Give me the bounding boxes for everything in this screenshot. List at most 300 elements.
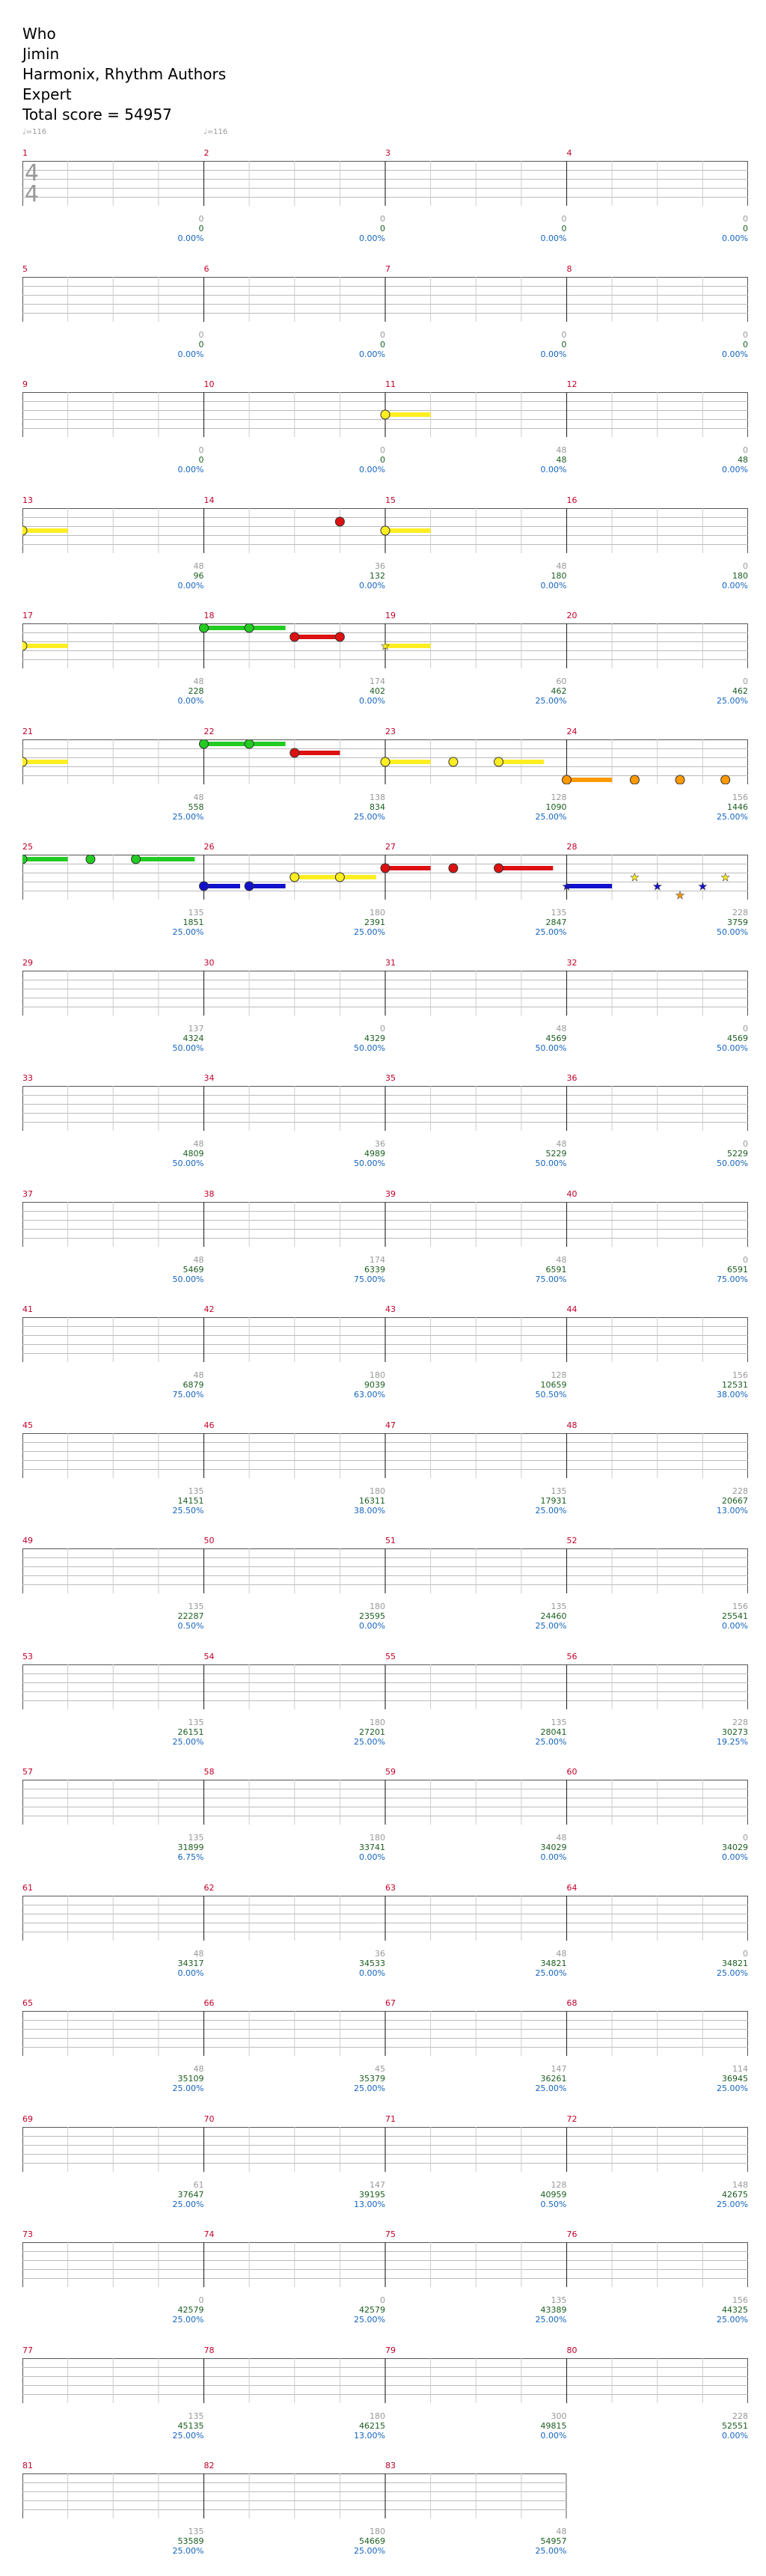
measure-note-score: 300 (551, 2411, 567, 2421)
running-score: 22287 (177, 1611, 204, 1621)
measure-note-score: 48 (193, 561, 204, 571)
measure-note-score: 174 (370, 677, 385, 686)
measure-note-score: 180 (370, 1833, 385, 1843)
overdrive-percent: 50.00% (172, 1043, 204, 1053)
measure-number: 14 (203, 495, 215, 505)
measure-number: 67 (385, 1998, 396, 2008)
overdrive-percent: 25.00% (172, 2546, 204, 2556)
measure-number: 61 (22, 1882, 33, 1893)
overdrive-percent: 25.00% (354, 2546, 385, 2556)
running-score: 49815 (540, 2420, 567, 2431)
running-score: 834 (370, 802, 385, 812)
overdrive-percent: 25.00% (172, 2199, 204, 2209)
measure-note-score: 0 (380, 1023, 385, 1034)
sustain-tail (22, 644, 68, 648)
measure-note-score: 0 (198, 329, 204, 340)
note-highway (22, 1548, 748, 1593)
overdrive-percent: 0.00% (722, 580, 748, 590)
sustain-tail (385, 412, 431, 417)
measure-note-score: 156 (732, 1370, 748, 1380)
running-score: 54957 (540, 2536, 567, 2546)
star-note: ★ (630, 872, 640, 884)
measure-note-score: 48 (193, 677, 204, 686)
overdrive-percent: 0.00% (359, 1621, 385, 1631)
chart-row (0, 1883, 766, 1998)
running-score: 34533 (359, 1958, 385, 1968)
overdrive-percent: 0.00% (359, 580, 385, 590)
running-score: 34821 (722, 1958, 748, 1968)
overdrive-percent: 63.00% (354, 1390, 385, 1400)
overdrive-percent: 38.00% (354, 1505, 385, 1516)
measure-note-score: 147 (370, 2179, 385, 2190)
gem-note (494, 864, 503, 873)
gem-note (381, 864, 390, 873)
measure-number: 38 (203, 1188, 215, 1199)
total-score: Total score = 54957 (22, 106, 172, 123)
running-score: 2391 (364, 918, 385, 927)
measure-note-score: 228 (732, 908, 748, 918)
measure-number: 34 (203, 1073, 215, 1083)
measure-note-score: 0 (561, 214, 567, 224)
measure-number: 48 (566, 1420, 577, 1430)
measure-note-score: 0 (380, 214, 385, 224)
gem-note (132, 855, 141, 864)
overdrive-percent: 0.00% (359, 465, 385, 474)
overdrive-percent: 25.00% (354, 2084, 385, 2093)
measure-note-score: 147 (551, 2064, 567, 2074)
note-highway (22, 277, 748, 322)
chart-row (0, 2345, 766, 2461)
running-score: 23595 (359, 1611, 385, 1621)
measure-number: 37 (22, 1188, 33, 1199)
chart-row (0, 148, 766, 263)
overdrive-percent: 0.00% (359, 696, 385, 706)
measure-number: 47 (385, 1420, 396, 1430)
time-signature (25, 160, 40, 207)
note-highway (22, 1664, 748, 1709)
measure-note-score: 128 (551, 2179, 567, 2190)
measure-note-score: 36 (375, 1139, 385, 1149)
note-highway (22, 1433, 748, 1478)
overdrive-percent: 19.25% (717, 1736, 748, 1747)
gem-note (335, 517, 344, 526)
running-score: 3759 (727, 918, 748, 927)
measure-note-score: 0 (743, 1948, 748, 1959)
sustain-tail (204, 742, 250, 746)
measure-number: 50 (203, 1536, 215, 1545)
running-score: 0 (198, 339, 204, 350)
running-score: 16311 (359, 1495, 385, 1506)
running-score: 42579 (177, 2305, 204, 2315)
running-score: 462 (732, 686, 748, 696)
running-score: 39195 (359, 2189, 385, 2200)
measure-number: 7 (385, 263, 390, 274)
sustain-tail (499, 866, 554, 870)
measure-number: 43 (385, 1304, 396, 1314)
sustain-tail (499, 760, 545, 764)
measure-note-score: 0 (380, 329, 385, 340)
measure-number: 4 (566, 148, 572, 158)
measure-note-score: 0 (743, 329, 748, 340)
running-score: 12531 (722, 1380, 748, 1390)
overdrive-percent: 6.75% (177, 1852, 204, 1862)
sustain-tail (204, 884, 241, 888)
running-score: 4569 (727, 1033, 748, 1043)
measure-number: 30 (203, 957, 215, 968)
measure-note-score: 0 (561, 329, 567, 340)
measure-number: 22 (203, 726, 215, 736)
running-score: 0 (743, 339, 748, 350)
overdrive-percent: 0.00% (177, 1968, 204, 1978)
measure-number: 24 (566, 726, 577, 736)
overdrive-percent: 0.00% (177, 349, 204, 359)
overdrive-percent: 50.00% (354, 1159, 385, 1168)
star-note: ★ (698, 881, 708, 893)
running-score: 25541 (722, 1611, 748, 1621)
running-score: 6591 (727, 1264, 748, 1275)
running-score: 43389 (540, 2305, 567, 2315)
measure-note-score: 48 (193, 792, 204, 802)
measure-number: 3 (385, 148, 390, 158)
sustain-tail (136, 857, 195, 861)
measure-note-score: 148 (732, 2179, 748, 2190)
measure-note-score: 0 (198, 2295, 204, 2305)
chart-row (0, 1536, 766, 1651)
measure-number: 73 (22, 2229, 33, 2239)
note-highway (22, 739, 748, 784)
measure-number: 16 (566, 495, 577, 505)
sustain-tail (22, 760, 68, 764)
measure-note-score: 137 (188, 1023, 204, 1034)
sustain-tail (295, 751, 340, 755)
running-score: 96 (193, 570, 204, 581)
gem-note (245, 882, 254, 891)
measure-note-score: 48 (556, 2527, 567, 2536)
running-score: 35109 (177, 2074, 204, 2084)
song-artist: Jimin (22, 45, 60, 63)
running-score: 33741 (359, 1843, 385, 1852)
sustain-tail (22, 528, 68, 533)
running-score: 42579 (359, 2305, 385, 2315)
measure-number: 53 (22, 1651, 33, 1661)
gem-note (721, 775, 730, 784)
measure-number: 80 (566, 2345, 577, 2355)
sustain-tail (295, 635, 340, 639)
time-signature-top: 4 (25, 160, 40, 186)
measure-note-score: 48 (193, 1254, 204, 1265)
overdrive-percent: 50.00% (717, 1159, 748, 1168)
sustain-tail (385, 528, 431, 533)
measure-number: 64 (566, 1882, 577, 1893)
note-highway (22, 161, 748, 206)
star-note: ★ (380, 641, 390, 653)
running-score: 4989 (364, 1149, 385, 1159)
note-highway (22, 508, 748, 553)
measure-note-score: 135 (551, 1602, 567, 1611)
overdrive-percent: 13.00% (354, 2430, 385, 2441)
gem-note (381, 410, 390, 419)
measure-number: 6 (203, 263, 209, 274)
measure-number: 71 (385, 2113, 396, 2124)
overdrive-percent: 25.00% (172, 1736, 204, 1747)
chart-row (0, 842, 766, 957)
measure-note-score: 156 (732, 792, 748, 802)
measure-number: 19 (385, 611, 396, 620)
running-score: 34029 (722, 1843, 748, 1852)
note-highway (22, 1202, 748, 1247)
measure-note-score: 180 (370, 1486, 385, 1496)
note-highway (22, 2242, 748, 2287)
running-score: 180 (732, 570, 748, 581)
measure-note-score: 135 (551, 908, 567, 918)
gem-note (563, 775, 572, 784)
note-highway (22, 1780, 748, 1825)
measure-note-score: 48 (556, 1254, 567, 1265)
measure-number: 1 (22, 148, 28, 158)
overdrive-percent: 0.00% (359, 1852, 385, 1862)
overdrive-percent: 25.00% (535, 1968, 567, 1978)
chart-row (0, 958, 766, 1073)
running-score: 52551 (722, 2420, 748, 2431)
gem-note (335, 632, 344, 641)
measure-note-score: 48 (556, 445, 567, 455)
running-score: 20667 (722, 1495, 748, 1506)
note-highway (22, 1086, 748, 1131)
measure-number: 11 (385, 379, 396, 389)
measure-number: 79 (385, 2345, 396, 2355)
measure-number: 15 (385, 495, 396, 505)
running-score: 37647 (177, 2189, 204, 2200)
measure-number: 75 (385, 2229, 396, 2239)
measure-note-score: 0 (198, 214, 204, 224)
measure-number: 74 (203, 2229, 215, 2239)
overdrive-percent: 25.00% (172, 811, 204, 822)
running-score: 1090 (545, 802, 567, 812)
overdrive-percent: 0.50% (540, 2199, 567, 2209)
running-score: 0 (561, 339, 567, 350)
measure-number: 5 (22, 263, 28, 274)
measure-note-score: 180 (370, 1717, 385, 1727)
measure-number: 39 (385, 1188, 396, 1199)
measure-note-score: 135 (551, 1486, 567, 1496)
chart-row (0, 379, 766, 495)
measure-note-score: 0 (380, 445, 385, 455)
overdrive-percent: 13.00% (354, 2199, 385, 2209)
song-charters: Harmonix, Rhythm Authors (22, 65, 227, 83)
running-score: 5229 (727, 1149, 748, 1159)
measure-number: 66 (203, 1998, 215, 2008)
running-score: 26151 (177, 1727, 204, 1737)
overdrive-percent: 0.50% (177, 1621, 204, 1631)
overdrive-percent: 25.00% (172, 2430, 204, 2441)
chart-row (0, 611, 766, 726)
measure-note-score: 174 (370, 1254, 385, 1265)
note-highway (22, 392, 748, 437)
measure-number: 44 (566, 1304, 577, 1314)
measure-number: 2 (203, 148, 209, 158)
running-score: 462 (551, 686, 567, 696)
measure-note-score: 135 (188, 1833, 204, 1843)
running-score: 6339 (364, 1264, 385, 1275)
overdrive-percent: 50.00% (535, 1043, 567, 1053)
sustain-tail (385, 760, 431, 764)
running-score: 44325 (722, 2305, 748, 2315)
note-highway (22, 2127, 748, 2172)
overdrive-percent: 13.00% (717, 1505, 748, 1516)
sustain-tail (204, 626, 250, 630)
measure-number: 77 (22, 2345, 33, 2355)
running-score: 228 (188, 686, 204, 696)
measure-number: 63 (385, 1882, 396, 1893)
overdrive-percent: 50.00% (354, 1043, 385, 1053)
overdrive-percent: 25.00% (535, 2084, 567, 2093)
running-score: 5229 (545, 1149, 567, 1159)
sustain-tail (249, 884, 286, 888)
running-score: 0 (380, 455, 385, 465)
overdrive-percent: 25.00% (535, 696, 567, 706)
measure-number: 10 (203, 379, 215, 389)
measure-number: 40 (566, 1188, 577, 1199)
measure-note-score: 0 (743, 677, 748, 686)
measure-number: 52 (566, 1536, 577, 1545)
overdrive-percent: 25.00% (172, 2084, 204, 2093)
gem-note (494, 757, 503, 766)
overdrive-percent: 25.00% (717, 811, 748, 822)
overdrive-percent: 0.00% (177, 696, 204, 706)
measure-number: 18 (203, 611, 215, 620)
running-score: 48 (738, 455, 748, 465)
chart-row (0, 727, 766, 842)
overdrive-percent: 0.00% (359, 1968, 385, 1978)
measure-number: 17 (22, 611, 33, 620)
running-score: 4329 (364, 1033, 385, 1043)
running-score: 6879 (183, 1380, 204, 1390)
measure-note-score: 180 (370, 1602, 385, 1611)
note-highway (22, 623, 748, 668)
running-score: 54669 (359, 2536, 385, 2546)
overdrive-percent: 25.00% (535, 811, 567, 822)
measure-number: 33 (22, 1073, 33, 1083)
measure-number: 21 (22, 726, 33, 736)
overdrive-percent: 38.00% (717, 1390, 748, 1400)
measure-number: 59 (385, 1767, 396, 1777)
running-score: 10659 (540, 1380, 567, 1390)
running-score: 17931 (540, 1495, 567, 1506)
measure-number: 42 (203, 1304, 215, 1314)
note-highway (22, 971, 748, 1016)
sustain-tail (340, 875, 376, 879)
measure-number: 55 (385, 1651, 396, 1661)
overdrive-percent: 75.00% (717, 1274, 748, 1284)
gem-note (449, 757, 458, 766)
gem-note (200, 882, 209, 891)
sustain-tail (22, 857, 68, 861)
gem-note (290, 873, 299, 882)
note-highway (22, 2473, 748, 2518)
chart-row (0, 495, 766, 611)
overdrive-percent: 0.00% (177, 465, 204, 474)
running-score: 40959 (540, 2189, 567, 2200)
running-score: 28041 (540, 1727, 567, 1737)
running-score: 4324 (183, 1033, 204, 1043)
measure-note-score: 60 (556, 677, 567, 686)
measure-number: 62 (203, 1882, 215, 1893)
running-score: 45135 (177, 2420, 204, 2431)
measure-note-score: 138 (370, 792, 385, 802)
measure-number: 35 (385, 1073, 396, 1083)
measure-note-score: 0 (743, 1833, 748, 1843)
measure-number: 32 (566, 957, 577, 968)
sustain-tail (295, 875, 340, 879)
measure-number: 20 (566, 611, 577, 620)
running-score: 34029 (540, 1843, 567, 1852)
running-score: 36261 (540, 2074, 567, 2084)
sustain-tail (567, 778, 613, 782)
sustain-tail (249, 742, 286, 746)
song-difficulty: Expert (22, 85, 72, 103)
overdrive-percent: 0.00% (540, 2430, 567, 2441)
measure-note-score: 45 (375, 2064, 385, 2074)
overdrive-percent: 25.00% (717, 2315, 748, 2325)
overdrive-percent: 0.00% (722, 349, 748, 359)
running-score: 6591 (545, 1264, 567, 1275)
measure-note-score: 48 (193, 1370, 204, 1380)
measure-number: 12 (566, 379, 577, 389)
overdrive-percent: 25.00% (717, 2084, 748, 2093)
running-score: 0 (198, 224, 204, 234)
chart-row (0, 1652, 766, 1767)
overdrive-percent: 0.00% (177, 234, 204, 243)
running-score: 0 (380, 224, 385, 234)
overdrive-percent: 0.00% (540, 1852, 567, 1862)
measure-note-score: 48 (193, 2064, 204, 2074)
star-note: ★ (562, 881, 572, 893)
note-highway (22, 855, 748, 900)
running-score: 0 (198, 455, 204, 465)
measure-number: 78 (203, 2345, 215, 2355)
running-score: 34821 (540, 1958, 567, 1968)
measure-note-score: 135 (551, 2295, 567, 2305)
measure-note-score: 156 (732, 1602, 748, 1611)
measure-number: 27 (385, 842, 396, 852)
sustain-tail (385, 644, 431, 648)
measure-number: 25 (22, 842, 33, 852)
measure-note-score: 48 (556, 1833, 567, 1843)
running-score: 4809 (183, 1149, 204, 1159)
gem-note (200, 739, 209, 748)
note-highway (22, 1317, 748, 1362)
measure-number: 70 (203, 2113, 215, 2124)
running-score: 4569 (545, 1033, 567, 1043)
measure-note-score: 228 (732, 1486, 748, 1496)
measure-note-score: 180 (370, 908, 385, 918)
chart-row (0, 2461, 766, 2576)
overdrive-percent: 25.00% (354, 1736, 385, 1747)
measure-note-score: 61 (193, 2179, 204, 2190)
overdrive-percent: 50.00% (535, 1159, 567, 1168)
overdrive-percent: 50.00% (172, 1159, 204, 1168)
running-score: 14151 (177, 1495, 204, 1506)
chart-row (0, 1767, 766, 1882)
gem-note (290, 632, 299, 641)
running-score: 48 (556, 455, 567, 465)
running-score: 36945 (722, 2074, 748, 2084)
measure-number: 23 (385, 726, 396, 736)
measure-number: 9 (22, 379, 28, 389)
measure-note-score: 48 (556, 1023, 567, 1034)
overdrive-percent: 25.00% (535, 1505, 567, 1516)
measure-note-score: 135 (188, 908, 204, 918)
